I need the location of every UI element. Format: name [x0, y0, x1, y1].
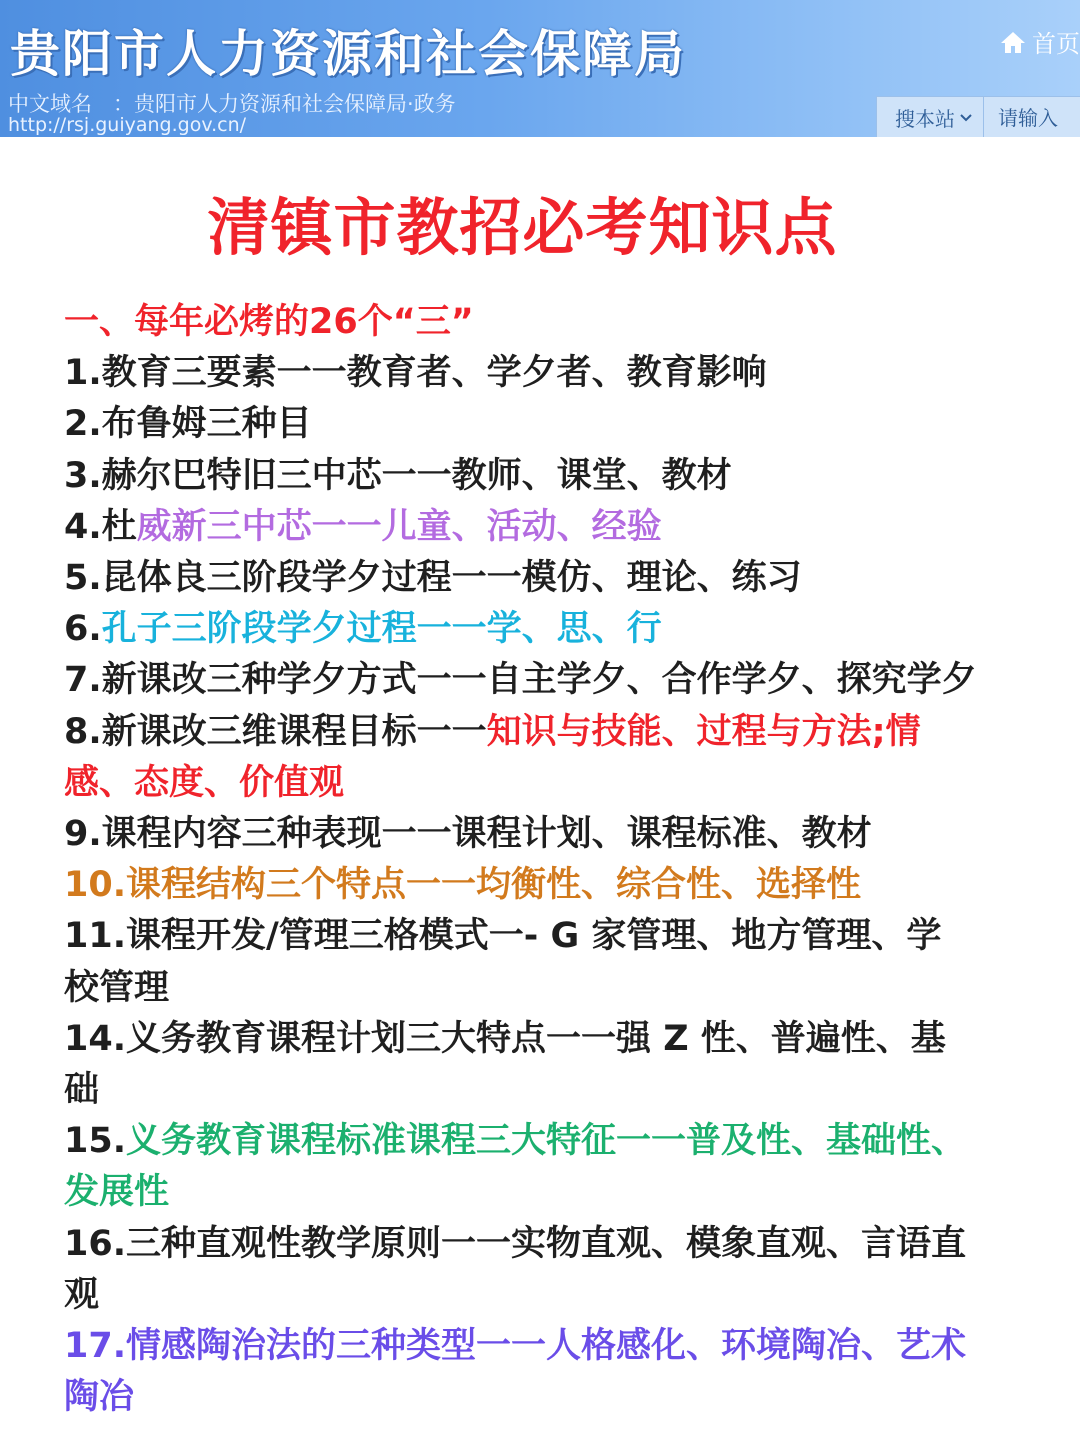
- site-url[interactable]: http://rsj.guiyang.gov.cn/: [8, 114, 247, 136]
- list-item: 14.义务教育课程计划三大特点一一强 Z 性、普遍性、基 础: [64, 1018, 946, 1111]
- chevron-down-icon: [959, 113, 973, 123]
- list-item: 8.新课改三维课程目标一一知识与技能、过程与方法;情 感、态度、价值观: [64, 711, 921, 803]
- home-link[interactable]: [1000, 24, 1080, 59]
- site-header-banner: [0, 0, 1080, 137]
- document-title: 清镇市教招必考知识点: [207, 191, 838, 264]
- search-input[interactable]: [984, 105, 1080, 131]
- list-item: 10.课程结构三个特点一一均衡性、综合性、选择性: [64, 865, 862, 906]
- list-item: 4.杜威新三中芯一一儿童、活动、经验: [64, 506, 662, 547]
- knowledge-list: [64, 297, 1024, 1423]
- list-item: 3.赫尔巴特旧三中芯一一教师、课堂、教材: [64, 455, 732, 496]
- home-link-label: 首页: [1032, 30, 1080, 58]
- list-item: 1.教育三要素一一教育者、学夕者、教育影响: [64, 353, 767, 394]
- list-item: 7.新课改三种学夕方式一一自主学夕、合作学夕、探究学夕: [64, 660, 977, 701]
- list-item: 15.义务教育课程标准课程三大特征一一普及性、基础性、 发展性: [64, 1121, 967, 1213]
- site-title[interactable]: 贵阳市人力资源和社会保障局: [10, 25, 686, 83]
- list-item: 5.昆体良三阶段学夕过程一一模仿、理论、练习: [64, 558, 802, 599]
- search-scope-dropdown[interactable]: [877, 97, 984, 137]
- home-icon: [1000, 30, 1026, 54]
- list-item: 16.三种直观性教学原则一一实物直观、模象直观、言语直 观: [64, 1223, 967, 1315]
- chinese-domain-label: 中文域名 ：贵阳市人力资源和社会保障局·政务: [8, 92, 456, 116]
- list-item: 6.孔子三阶段学夕过程一一学、思、行: [64, 609, 662, 650]
- site-search: [876, 96, 1080, 137]
- section-heading: 一、每年必烤的26个“三”: [64, 302, 474, 342]
- search-scope-label: 搜本站: [895, 107, 955, 131]
- list-item: 11.课程开发/管理三格模式一- G 家管理、地方管理、学 校管理: [64, 916, 942, 1008]
- list-item: 9.课程内容三种表现一一课程计划、课程标准、教材: [64, 814, 872, 855]
- list-item: 17.情感陶治法的三种类型一一人格感化、环境陶冶、艺术 陶冶: [64, 1326, 967, 1418]
- list-item: 2.布鲁姆三种目: [64, 404, 312, 445]
